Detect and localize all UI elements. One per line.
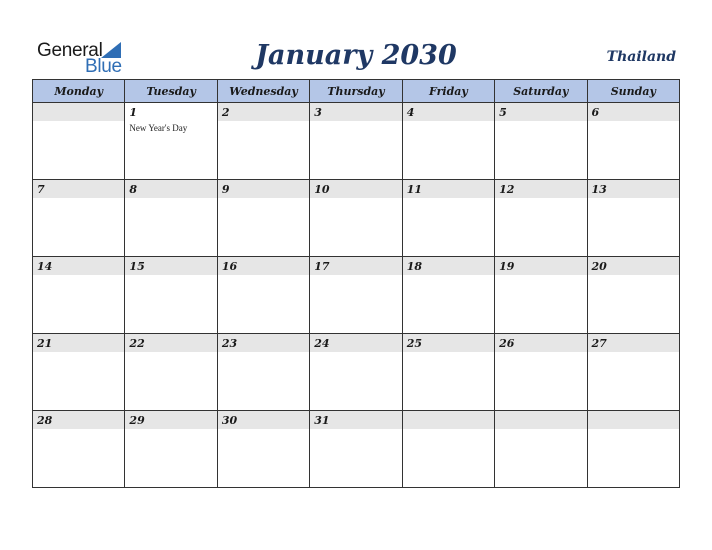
day-cell [495, 180, 587, 257]
day-number-band [125, 411, 216, 429]
day-number: 25 [406, 337, 422, 350]
day-number: 15 [129, 260, 145, 273]
week-row [33, 334, 680, 411]
day-number-band [403, 257, 494, 275]
day-number: 10 [314, 183, 330, 196]
day-number: 3 [314, 106, 322, 119]
calendar-title: January 2030 [255, 40, 457, 71]
week-row [33, 103, 680, 180]
day-number-band [403, 103, 494, 121]
day-number: 23 [221, 337, 238, 350]
day-cell [402, 257, 494, 334]
week-row [33, 257, 680, 334]
day-cell [587, 180, 679, 257]
day-number: 17 [314, 260, 330, 273]
day-number-band [33, 103, 124, 121]
day-number-band [33, 180, 124, 198]
day-cell [217, 411, 309, 488]
day-number-band [403, 180, 494, 198]
day-number-band [495, 180, 586, 198]
day-cell [125, 257, 217, 334]
day-number-band [310, 334, 401, 352]
day-number: 4 [406, 106, 415, 119]
day-cell [217, 180, 309, 257]
empty-day-cell [402, 411, 494, 488]
day-number-band [403, 334, 494, 352]
day-number-band [588, 180, 679, 198]
day-number-band [310, 257, 401, 275]
day-cell [217, 103, 309, 180]
day-number: 8 [129, 183, 138, 196]
day-number-band [588, 411, 679, 429]
day-number-band [125, 334, 216, 352]
day-cell [33, 411, 125, 488]
day-number: 22 [129, 337, 145, 350]
day-number-band [125, 103, 216, 121]
day-number: 20 [591, 260, 607, 273]
day-cell [587, 257, 679, 334]
day-cell [310, 411, 402, 488]
day-cell [125, 180, 217, 257]
day-number-band [218, 411, 309, 429]
day-cell [495, 334, 587, 411]
day-number-band [125, 257, 216, 275]
day-number-band [218, 103, 309, 121]
day-number-band [33, 411, 124, 429]
day-number-band [218, 180, 309, 198]
day-cell [310, 180, 402, 257]
day-cell [495, 257, 587, 334]
day-number-band [588, 334, 679, 352]
day-number: 21 [37, 337, 53, 350]
logo-general-text: General [37, 40, 103, 61]
day-number-band [218, 334, 309, 352]
day-number: 9 [221, 183, 230, 196]
week-row [33, 180, 680, 257]
weekday-header: Wednesday [217, 80, 309, 103]
day-number: 11 [406, 183, 422, 196]
empty-day-cell [33, 103, 125, 180]
weekday-header: Tuesday [125, 80, 217, 103]
day-cell [125, 334, 217, 411]
day-number-band [588, 257, 679, 275]
day-number-band [495, 103, 586, 121]
day-cell [310, 257, 402, 334]
calendar-grid [32, 79, 680, 488]
day-cell [33, 257, 125, 334]
weekday-header-row [33, 80, 680, 103]
day-cell [125, 411, 217, 488]
empty-day-cell [495, 411, 587, 488]
day-number: 26 [499, 337, 515, 350]
day-number: 2 [221, 106, 230, 119]
day-number: 30 [221, 414, 238, 427]
day-cell [217, 257, 309, 334]
day-number: 14 [37, 260, 53, 273]
day-number-band [403, 411, 494, 429]
day-number: 18 [406, 260, 422, 273]
weekday-header: Friday [402, 80, 494, 103]
day-cell [587, 334, 679, 411]
day-cell [310, 103, 402, 180]
day-cell [587, 103, 679, 180]
day-number: 28 [37, 414, 53, 427]
day-number-band [495, 411, 586, 429]
weekday-header: Thursday [310, 80, 402, 103]
day-cell [125, 103, 217, 180]
day-number: 27 [591, 337, 607, 350]
day-number-band [495, 257, 586, 275]
day-cell [217, 334, 309, 411]
day-number-band [125, 180, 216, 198]
country-label: Thailand [606, 49, 676, 65]
day-number: 31 [314, 414, 330, 427]
weekday-header: Sunday [587, 80, 679, 103]
day-cell [33, 180, 125, 257]
day-number-band [310, 180, 401, 198]
day-number-band [495, 334, 586, 352]
day-number: 29 [129, 414, 145, 427]
logo-blue-text: Blue [85, 56, 122, 77]
day-number: 19 [499, 260, 515, 273]
day-number: 12 [499, 183, 515, 196]
day-cell [310, 334, 402, 411]
day-number: 5 [499, 106, 507, 119]
day-cell [495, 103, 587, 180]
empty-day-cell [587, 411, 679, 488]
day-number-band [588, 103, 679, 121]
day-cell [402, 334, 494, 411]
day-number-band [310, 103, 401, 121]
weekday-header: Monday [33, 80, 125, 103]
day-cell [402, 103, 494, 180]
day-number-band [218, 257, 309, 275]
day-number: 13 [591, 183, 607, 196]
day-number: 24 [314, 337, 330, 350]
day-cell [33, 334, 125, 411]
day-number: 16 [221, 260, 238, 273]
day-number-band [33, 334, 124, 352]
day-cell [402, 180, 494, 257]
weekday-header: Saturday [495, 80, 587, 103]
day-number: 6 [591, 106, 600, 119]
day-number: 7 [37, 183, 45, 196]
day-number-band [33, 257, 124, 275]
day-number-band [310, 411, 401, 429]
week-row [33, 411, 680, 488]
holiday-label: New Year's Day [129, 123, 188, 133]
day-number: 1 [129, 106, 138, 119]
